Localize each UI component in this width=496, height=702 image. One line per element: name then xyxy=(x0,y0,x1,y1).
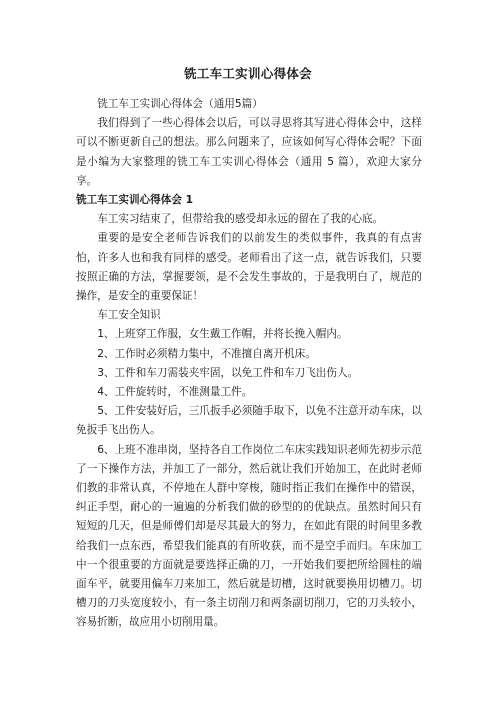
list-item: 2、工作时必须精力集中，不准擅自离开机床。 xyxy=(97,347,316,360)
paragraph: 车工实习结束了，但带给我的感受却永远的留在了我的心底。 xyxy=(97,213,384,226)
paragraph-subtitle: 铣工车工实训心得体会（通用5篇） xyxy=(97,98,263,110)
document-body xyxy=(76,95,422,633)
list-item: 5、工件安装好后，三爪扳手必须随手取下，以免不注意开动车床，以免扳手飞出伤人。 xyxy=(76,405,422,437)
list-item: 4、工件旋转时，不准测量工件。 xyxy=(97,386,253,399)
list-item: 3、工件和车刀需装夹牢固，以免工件和车刀飞出伤人。 xyxy=(97,366,359,379)
paragraph-safety-heading: 车工安全知识 xyxy=(97,309,161,322)
page-title: 铣工车工实训心得体会 xyxy=(183,66,312,81)
paragraph: 重要的是安全老师告诉我们的以前发生的类似事件，我真的有点害怕，许多人也和我有同样的感受。老师看出了这一点，就告诉我们，只要按照正确的方法，掌握要领，是不会发生事故的，于是我明白了，规范的操作，是安全的重要保证！ xyxy=(76,232,422,303)
list-item: 1、上班穿工作服，女生戴工作帽，并将长挽入帽内。 xyxy=(97,328,348,341)
list-item: 6、上班不准串岗，坚持各自工作岗位二车床实践知识老师先初步示范了一下操作方法，并加工了一部分，然后就让我们开始加工，在此时老师们教的非常认真，不停地在人群中穿梭，随时指正我们在操作中的错误，纠正手型，耐心的一遍遍的分析我们做的砂型的的优缺点。虽然时间只有短短的几天，但是师傅们却是尽其最大的努力，在如此有限的时间里多教给我们一点东西，希望我们能真的有所收获，而不是空手而归。车床加工中一个很重要的方面就是要选择正确的刀，一开始我们要把所给圆柱的端面车平，就要用偏车刀来加工，然后就是切槽，这时就要换用切槽刀。切槽刀的刀头宽度较小，有一条主切削刀和两条副切削刀，它的刀头较小，容易折断，故应用小切削用量。 xyxy=(76,443,422,629)
paragraph-intro: 我们得到了一些心得体会以后，可以寻思将其写进心得体会中，这样可以不断更新自己的想法。那么问题来了，应该如何写心得体会呢？下面是小编为大家整理的铣工车工实训心得体会（通用 5 篇），欢迎大家分享。 xyxy=(76,117,422,187)
section-heading: 铣工车工实训心得体会 1 xyxy=(76,194,193,207)
